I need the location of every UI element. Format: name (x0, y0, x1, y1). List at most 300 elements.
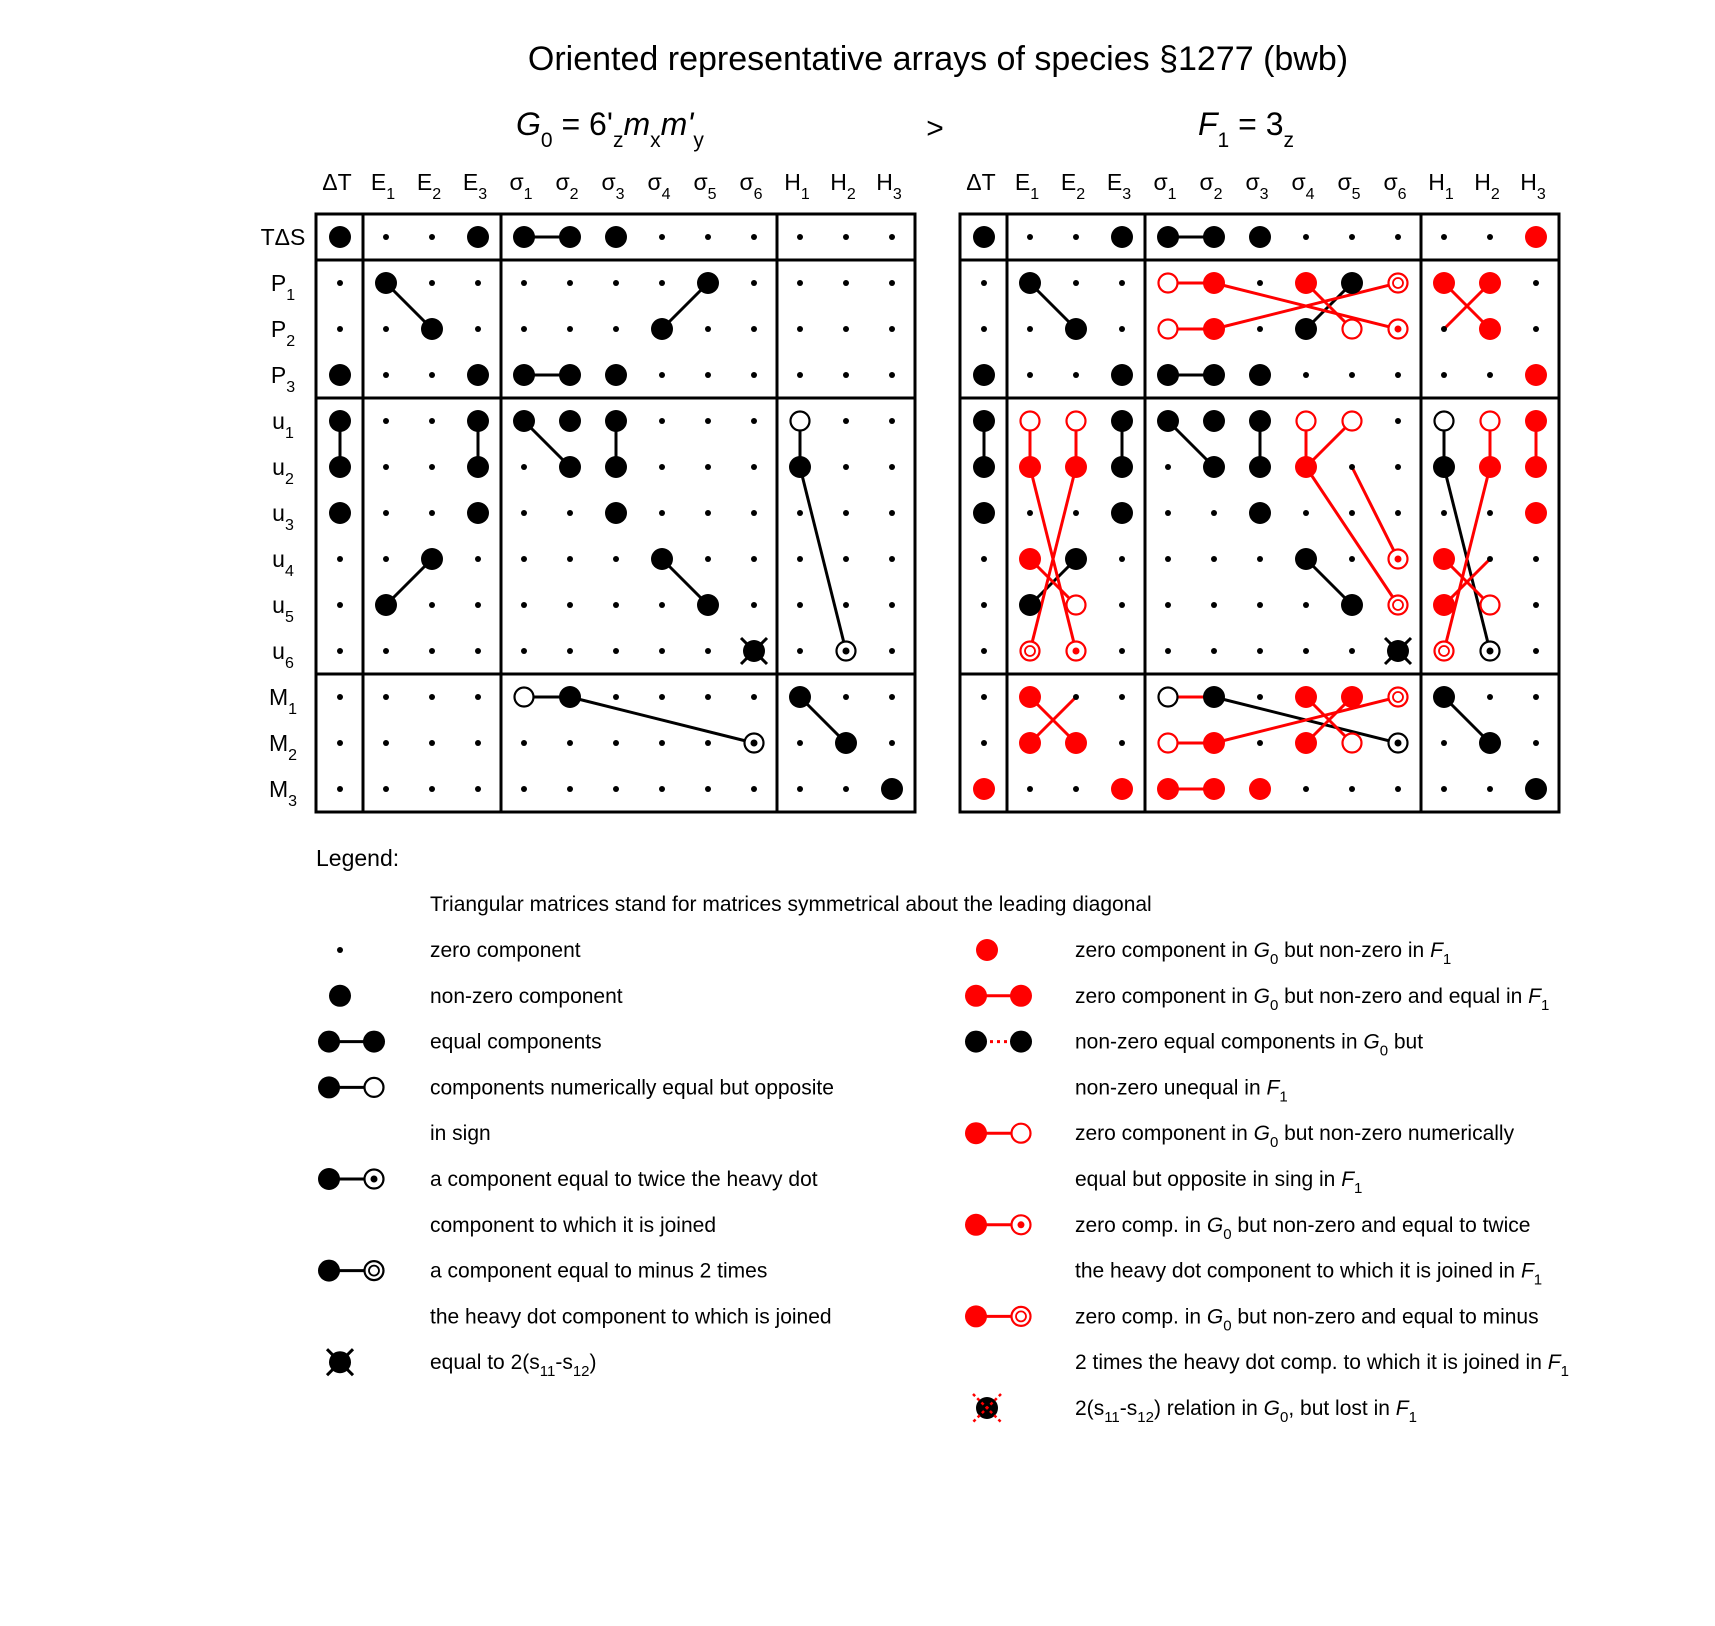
matrix-component (1067, 596, 1086, 615)
zero-component-dot (521, 326, 527, 332)
row-label: $P_3$ (270, 362, 296, 396)
matrix-component (1065, 732, 1087, 754)
zero-component-dot (705, 786, 711, 792)
matrix-component (1433, 548, 1455, 570)
matrix-component (1159, 734, 1178, 753)
zero-component-dot (1119, 648, 1125, 654)
zero-component-dot (751, 280, 757, 286)
zero-component-dot (843, 418, 849, 424)
zero-component-dot (797, 602, 803, 608)
matrix-component (1019, 732, 1041, 754)
zero-component-dot (1257, 648, 1263, 654)
zero-component-dot (1441, 372, 1447, 378)
matrix-component (1389, 596, 1408, 615)
zero-component-dot (889, 280, 895, 286)
matrix-component (1019, 272, 1041, 294)
zero-component-dot (1395, 372, 1401, 378)
zero-component-dot (705, 372, 711, 378)
matrix-component (1203, 778, 1225, 800)
matrix-component (1111, 778, 1133, 800)
zero-component-dot (797, 740, 803, 746)
zero-component-dot (1119, 694, 1125, 700)
matrix-component (605, 502, 627, 524)
zero-component-dot (751, 602, 757, 608)
zero-component-dot (475, 694, 481, 700)
zero-component-dot (1533, 694, 1539, 700)
matrix-component (1019, 686, 1041, 708)
zero-component-dot (383, 234, 389, 240)
zero-component-dot (1257, 694, 1263, 700)
legend-text: equal but opposite in sing in $F_1$ (1075, 1168, 1363, 1197)
zero-component-dot (751, 694, 757, 700)
legend-text: $2(s_{11}-s_{12})$ relation in $G_0$, but lost in $F_1$ (1075, 1397, 1417, 1426)
zero-component-dot (659, 418, 665, 424)
zero-component-dot (1533, 648, 1539, 654)
panel-heading-g0: $G_0 = 6'_zm_xm'_y$ (516, 106, 704, 152)
zero-component-dot (1395, 418, 1401, 424)
zero-component-dot (797, 786, 803, 792)
zero-component-dot (1349, 234, 1355, 240)
row-label: $u_3$ (272, 500, 294, 534)
matrix-component (1433, 456, 1455, 478)
column-label: ΔT (966, 169, 996, 195)
zero-component-dot (429, 740, 435, 746)
zero-component-dot (1211, 510, 1217, 516)
matrix-component (1433, 272, 1455, 294)
matrix-component (605, 456, 627, 478)
matrix-component (1203, 272, 1225, 294)
zero-component-dot (521, 740, 527, 746)
column-label: $\sigma_2$ (1199, 169, 1223, 203)
row-label: $u_1$ (272, 408, 294, 442)
column-label: $\sigma_3$ (1245, 169, 1269, 203)
zero-component-dot (475, 786, 481, 792)
matrix-component (559, 686, 581, 708)
matrix-component (1067, 412, 1086, 431)
zero-component-dot (613, 740, 619, 746)
zero-component-dot (797, 234, 803, 240)
legend-text: zero comp. in $G_0$ but non-zero and equal to minus (1075, 1305, 1539, 1335)
zero-component-dot (567, 280, 573, 286)
matrix-component (1203, 410, 1225, 432)
matrix-component (1433, 594, 1455, 616)
legend-text: equal to $2(s_{11}-s_{12})$ (430, 1351, 597, 1381)
matrix-component (515, 688, 534, 707)
matrix-component (697, 272, 719, 294)
legend-symbol (329, 985, 351, 1007)
zero-component-dot (981, 326, 987, 332)
matrix-component (513, 226, 535, 248)
zero-component-dot (1165, 556, 1171, 562)
zero-component-dot (383, 510, 389, 516)
column-label: $H_1$ (1428, 169, 1454, 203)
matrix-component (559, 226, 581, 248)
matrix-component (1021, 412, 1040, 431)
legend-text: zero component (430, 939, 581, 962)
column-label: $H_3$ (1520, 169, 1546, 203)
matrix-component (513, 364, 535, 386)
zero-component-dot (1487, 510, 1493, 516)
zero-component-dot (751, 326, 757, 332)
legend-symbol (318, 1076, 384, 1098)
zero-component-dot (613, 556, 619, 562)
zero-component-dot (1487, 694, 1493, 700)
zero-component-dot (843, 786, 849, 792)
zero-component-dot (1303, 648, 1309, 654)
zero-component-dot (429, 694, 435, 700)
legend-symbol (327, 1349, 353, 1375)
zero-component-dot (1257, 280, 1263, 286)
matrix-component (605, 226, 627, 248)
legend-text: zero component in $G_0$ but non-zero in $F_1$ (1075, 939, 1452, 968)
zero-component-dot (889, 740, 895, 746)
zero-component-dot (659, 740, 665, 746)
zero-component-dot (1257, 602, 1263, 608)
matrix-component (1111, 364, 1133, 386)
relation-link (800, 467, 846, 651)
zero-component-dot (475, 556, 481, 562)
zero-component-dot (705, 234, 711, 240)
zero-component-dot (383, 372, 389, 378)
f1-array-panel (960, 169, 1559, 812)
legend-left-column (318, 939, 834, 1380)
zero-component-dot (567, 556, 573, 562)
column-label: $\sigma_2$ (555, 169, 579, 203)
zero-component-dot (1533, 326, 1539, 332)
matrix-component (789, 686, 811, 708)
column-label: $E_3$ (1106, 169, 1132, 203)
matrix-component (1479, 272, 1501, 294)
zero-component-dot (1165, 602, 1171, 608)
zero-component-dot (567, 602, 573, 608)
column-label: $E_2$ (416, 169, 442, 203)
zero-component-dot (337, 786, 343, 792)
zero-component-dot (705, 326, 711, 332)
zero-component-dot (889, 602, 895, 608)
zero-component-dot (659, 602, 665, 608)
matrix-component (421, 318, 443, 340)
legend-symbol (965, 1305, 1031, 1327)
matrix-component (1389, 688, 1408, 707)
zero-component-dot (1165, 464, 1171, 470)
zero-component-dot (1119, 740, 1125, 746)
zero-component-dot (659, 464, 665, 470)
row-label: $M_3$ (268, 776, 298, 810)
zero-component-dot (1211, 556, 1217, 562)
zero-component-dot (1349, 786, 1355, 792)
zero-component-dot (1349, 372, 1355, 378)
matrix-component (973, 226, 995, 248)
matrix-component (329, 502, 351, 524)
zero-component-dot (1441, 786, 1447, 792)
zero-component-dot (1303, 510, 1309, 516)
zero-component-dot (1395, 464, 1401, 470)
zero-component-dot (475, 602, 481, 608)
matrix-component (1157, 364, 1179, 386)
zero-component-dot (475, 326, 481, 332)
zero-component-dot (567, 648, 573, 654)
zero-component-dot (981, 280, 987, 286)
matrix-component (375, 594, 397, 616)
zero-component-dot (1303, 602, 1309, 608)
zero-component-dot (383, 326, 389, 332)
legend-symbol (337, 947, 343, 953)
matrix-component (973, 456, 995, 478)
matrix-component (1249, 410, 1271, 432)
legend-symbol (318, 1168, 384, 1190)
zero-component-dot (429, 648, 435, 654)
matrix-component (973, 502, 995, 524)
matrix-component (837, 642, 856, 661)
matrix-component (375, 272, 397, 294)
matrix-component (605, 410, 627, 432)
legend-symbol (965, 1214, 1031, 1236)
matrix-component (1295, 318, 1317, 340)
zero-component-dot (1303, 372, 1309, 378)
zero-component-dot (751, 464, 757, 470)
matrix-component (1203, 226, 1225, 248)
zero-component-dot (705, 510, 711, 516)
zero-component-dot (797, 326, 803, 332)
legend-note: Triangular matrices stand for matrices symmetrical about the leading diagonal (430, 893, 1152, 916)
zero-component-dot (889, 372, 895, 378)
matrix-component (1297, 412, 1316, 431)
matrix-component (1525, 502, 1547, 524)
matrix-component (1065, 456, 1087, 478)
zero-component-dot (843, 510, 849, 516)
zero-component-dot (1533, 602, 1539, 608)
column-label: $\sigma_1$ (509, 169, 533, 203)
zero-component-dot (1073, 786, 1079, 792)
legend-text: zero component in $G_0$ but non-zero numerically (1075, 1122, 1515, 1152)
zero-component-dot (797, 648, 803, 654)
matrix-component (1295, 732, 1317, 754)
zero-component-dot (1441, 326, 1447, 332)
matrix-component (1157, 226, 1179, 248)
zero-component-dot (659, 786, 665, 792)
matrix-component (1295, 272, 1317, 294)
matrix-component (329, 456, 351, 478)
zero-component-dot (659, 510, 665, 516)
zero-component-dot (981, 602, 987, 608)
matrix-component (1067, 642, 1086, 661)
zero-component-dot (1441, 510, 1447, 516)
g0-array-panel (316, 169, 915, 812)
matrix-component (973, 410, 995, 432)
row-label: $M_1$ (268, 684, 298, 718)
zero-component-dot (337, 694, 343, 700)
zero-component-dot (567, 740, 573, 746)
legend-text: in sign (430, 1122, 491, 1146)
zero-component-dot (705, 418, 711, 424)
zero-component-dot (843, 694, 849, 700)
zero-component-dot (1027, 786, 1033, 792)
legend-symbol (973, 1394, 1001, 1422)
zero-component-dot (889, 326, 895, 332)
matrix-component (467, 456, 489, 478)
matrix-component (1021, 642, 1040, 661)
legend-symbol (965, 1031, 1032, 1053)
matrix-component (1479, 456, 1501, 478)
zero-component-dot (843, 464, 849, 470)
zero-component-dot (1349, 556, 1355, 562)
zero-component-dot (337, 280, 343, 286)
zero-component-dot (981, 694, 987, 700)
diagram-title: Oriented representative arrays of species §1277 (bwb) (527, 40, 1349, 78)
matrix-component (467, 502, 489, 524)
legend-text: zero component in $G_0$ but non-zero and equal in $F_1$ (1075, 984, 1550, 1014)
zero-component-dot (613, 326, 619, 332)
matrix-component (1435, 412, 1454, 431)
zero-component-dot (613, 280, 619, 286)
column-label: $E_1$ (1014, 169, 1040, 203)
matrix-component (1389, 320, 1408, 339)
zero-component-dot (843, 602, 849, 608)
zero-component-dot (475, 280, 481, 286)
matrix-component (1389, 734, 1408, 753)
column-label: $\sigma_5$ (1337, 169, 1361, 203)
zero-component-dot (843, 326, 849, 332)
zero-component-dot (1487, 786, 1493, 792)
matrix-component (1295, 456, 1317, 478)
zero-component-dot (751, 418, 757, 424)
column-label: $\sigma_5$ (693, 169, 717, 203)
zero-component-dot (613, 602, 619, 608)
zero-component-dot (1073, 372, 1079, 378)
matrix-component (1203, 732, 1225, 754)
matrix-component (1111, 456, 1133, 478)
zero-component-dot (843, 234, 849, 240)
zero-component-dot (843, 556, 849, 562)
matrix-component (1525, 410, 1547, 432)
matrix-component (1479, 732, 1501, 754)
comparison-symbol: > (926, 112, 944, 145)
zero-component-dot (567, 326, 573, 332)
matrix-component (1019, 456, 1041, 478)
matrix-component (1159, 320, 1178, 339)
matrix-component (1295, 548, 1317, 570)
zero-component-dot (1257, 556, 1263, 562)
zero-component-dot (429, 464, 435, 470)
matrix-component (697, 594, 719, 616)
matrix-component (1525, 226, 1547, 248)
zero-component-dot (429, 372, 435, 378)
column-label: $H_2$ (830, 169, 856, 203)
matrix-component (1341, 272, 1363, 294)
legend-text: non-zero equal components in $G_0$ but (1075, 1030, 1424, 1060)
row-labels (261, 224, 306, 810)
matrix-component (1481, 596, 1500, 615)
matrix-component (1295, 686, 1317, 708)
zero-component-dot (1395, 234, 1401, 240)
matrix-component (1343, 734, 1362, 753)
zero-component-dot (383, 418, 389, 424)
zero-component-dot (1119, 326, 1125, 332)
zero-component-dot (889, 464, 895, 470)
zero-component-dot (981, 740, 987, 746)
zero-component-dot (1165, 510, 1171, 516)
legend-text: non-zero unequal in $F_1$ (1075, 1076, 1288, 1106)
zero-component-dot (1395, 786, 1401, 792)
zero-component-dot (797, 510, 803, 516)
column-label: $H_3$ (876, 169, 902, 203)
zero-component-dot (521, 280, 527, 286)
column-label: $H_1$ (784, 169, 810, 203)
zero-component-dot (521, 510, 527, 516)
zero-component-dot (337, 602, 343, 608)
matrix-component (1389, 274, 1408, 293)
zero-component-dot (705, 464, 711, 470)
zero-component-dot (429, 234, 435, 240)
zero-component-dot (705, 556, 711, 562)
legend-text: zero comp. in $G_0$ but non-zero and equal to twice (1075, 1213, 1531, 1243)
legend-symbol (965, 1122, 1031, 1144)
zero-component-dot (383, 464, 389, 470)
legend-right-column (965, 939, 1569, 1426)
matrix-component (421, 548, 443, 570)
matrix-component (1111, 226, 1133, 248)
legend-text: a component equal to minus 2 times (430, 1259, 768, 1283)
row-label: $u_4$ (272, 546, 294, 580)
column-label: $\sigma_6$ (739, 169, 763, 203)
zero-component-dot (1349, 464, 1355, 470)
matrix-component (1065, 318, 1087, 340)
zero-component-dot (797, 372, 803, 378)
legend-symbol (965, 985, 1032, 1007)
zero-component-dot (1165, 648, 1171, 654)
matrix-component (1249, 226, 1271, 248)
zero-component-dot (475, 648, 481, 654)
zero-component-dot (521, 464, 527, 470)
zero-component-dot (1487, 556, 1493, 562)
zero-component-dot (383, 694, 389, 700)
legend-text: 2 times the heavy dot comp. to which it is joined in $F_1$ (1075, 1351, 1569, 1381)
matrix-component (651, 548, 673, 570)
zero-component-dot (521, 556, 527, 562)
zero-component-dot (1533, 556, 1539, 562)
matrix-component (881, 778, 903, 800)
matrix-component (1157, 410, 1179, 432)
zero-component-dot (705, 648, 711, 654)
zero-component-dot (475, 740, 481, 746)
zero-component-dot (1533, 740, 1539, 746)
zero-component-dot (1441, 740, 1447, 746)
matrix-component (1019, 548, 1041, 570)
matrix-component (1343, 320, 1362, 339)
row-label: $P_2$ (270, 316, 296, 350)
zero-component-dot (659, 234, 665, 240)
zero-component-dot (1073, 694, 1079, 700)
legend-symbol (318, 1260, 384, 1282)
matrix-component (651, 318, 673, 340)
zero-component-dot (751, 372, 757, 378)
zero-component-dot (429, 280, 435, 286)
column-label: $\sigma_4$ (647, 169, 671, 203)
matrix-component (973, 778, 995, 800)
row-label: $u_5$ (272, 592, 294, 626)
matrix-component (1479, 318, 1501, 340)
zero-component-dot (1027, 234, 1033, 240)
matrix-component (329, 410, 351, 432)
zero-component-dot (1441, 234, 1447, 240)
zero-component-dot (659, 372, 665, 378)
zero-component-dot (751, 786, 757, 792)
zero-component-dot (1119, 280, 1125, 286)
matrix-component (1111, 410, 1133, 432)
zero-component-dot (1211, 602, 1217, 608)
matrix-component (605, 364, 627, 386)
zero-component-dot (1027, 326, 1033, 332)
